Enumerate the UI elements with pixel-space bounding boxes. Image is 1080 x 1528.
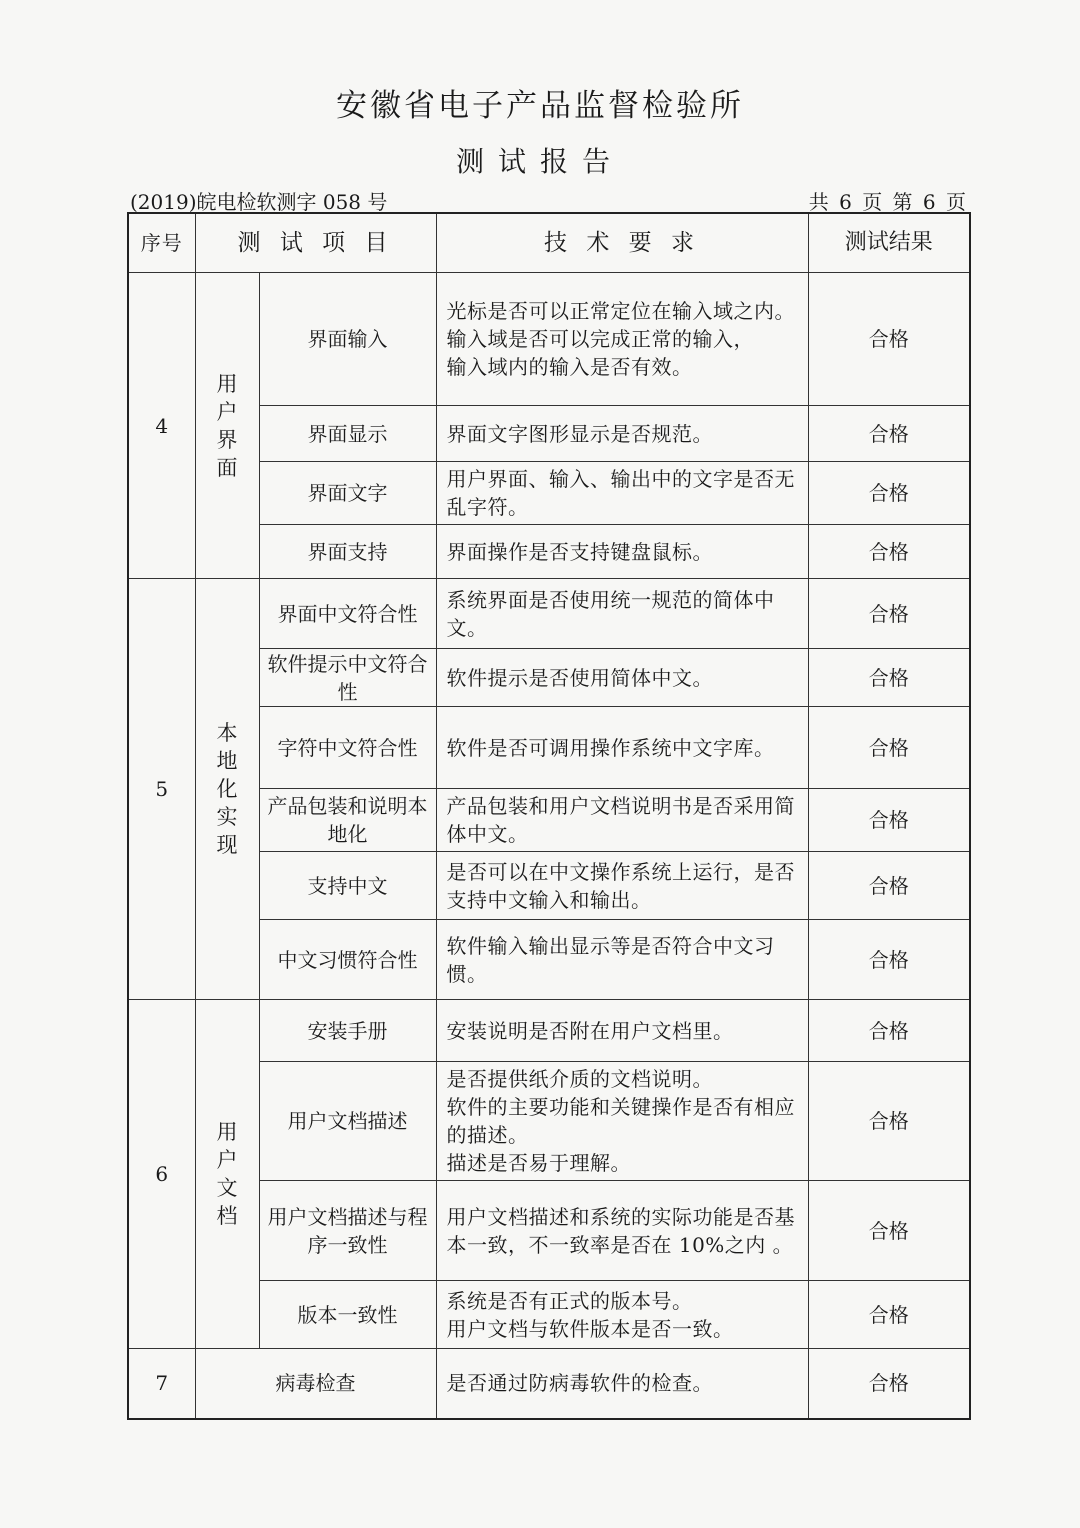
table-row <box>128 1349 970 1419</box>
table-body <box>128 273 970 1419</box>
row-sub-item: 界面支持 <box>259 525 436 579</box>
report-number: (2019)皖电检软测字 058 号 <box>130 190 388 214</box>
requirement-line: 是否通过防病毒软件的检查。 <box>446 1371 713 1396</box>
row-sub-item: 界面中文符合性 <box>259 579 436 649</box>
table-row <box>128 1000 970 1062</box>
row-requirement <box>436 920 808 1000</box>
row-result: 合格 <box>808 1281 970 1349</box>
header-requirement: 技 术 要 求 <box>436 213 808 273</box>
row-requirement <box>436 525 808 579</box>
report-title: 测试报告 <box>455 145 624 178</box>
row-category <box>195 273 259 579</box>
row-requirement <box>436 649 808 707</box>
row-sub-item: 用户文档描述与程序一致性 <box>259 1181 436 1281</box>
row-result: 合格 <box>808 273 970 406</box>
row-requirement <box>436 1000 808 1062</box>
row-sub-item: 版本一致性 <box>259 1281 436 1349</box>
requirement-line: 是否可以在中文操作系统上运行，是否支持中文输入和输出。 <box>446 859 795 912</box>
row-requirement <box>436 579 808 649</box>
row-requirement <box>436 852 808 920</box>
row-result: 合格 <box>808 1181 970 1281</box>
requirement-line: 产品包装和用户文档说明书是否采用简体中文。 <box>446 794 795 846</box>
row-result: 合格 <box>808 1062 970 1181</box>
requirement-line: 界面文字图形显示是否规范。 <box>446 421 713 446</box>
row-sub-item: 软件提示中文符合性 <box>259 649 436 707</box>
test-results-table <box>127 212 971 1420</box>
requirement-line: 界面操作是否支持键盘鼠标。 <box>446 539 713 564</box>
row-result: 合格 <box>808 789 970 852</box>
row-sub-item: 界面输入 <box>259 273 436 406</box>
row-seq: 5 <box>128 579 195 1000</box>
requirement-line: 系统界面是否使用统一规范的简体中文。 <box>446 587 775 640</box>
row-requirement <box>436 1349 808 1419</box>
row-requirement <box>436 789 808 852</box>
row-seq: 6 <box>128 1000 195 1349</box>
row-result: 合格 <box>808 1000 970 1062</box>
row-result: 合格 <box>808 525 970 579</box>
row-sub-item: 字符中文符合性 <box>259 707 436 789</box>
row-result: 合格 <box>808 920 970 1000</box>
table-row <box>128 273 970 406</box>
header-result: 测试结果 <box>808 213 970 273</box>
requirement-line: 是否提供纸介质的文档说明。 <box>446 1067 713 1091</box>
requirement-line: 软件的主要功能和关键操作是否有相应的描述。 <box>446 1095 795 1147</box>
requirement-line: 系统是否有正式的版本号。 <box>446 1288 693 1313</box>
requirement-line: 软件输入输出显示等是否符合中文习惯。 <box>446 933 775 986</box>
row-result: 合格 <box>808 707 970 789</box>
requirement-line: 输入域是否可以完成正常的输入， <box>446 327 754 351</box>
requirement-line: 输入域内的输入是否有效。 <box>446 355 693 379</box>
row-sub-item: 界面文字 <box>259 462 436 525</box>
row-result: 合格 <box>808 406 970 462</box>
header-seq: 序号 <box>128 213 195 273</box>
row-sub-item: 支持中文 <box>259 852 436 920</box>
row-requirement <box>436 1281 808 1349</box>
row-sub-item: 安装手册 <box>259 1000 436 1062</box>
category-label: 用户界面 <box>216 371 238 480</box>
requirement-line: 安装说明是否附在用户文档里。 <box>446 1018 734 1043</box>
category-label: 用户文档 <box>216 1120 238 1228</box>
row-requirement <box>436 707 808 789</box>
row-result: 合格 <box>808 462 970 525</box>
requirement-line: 光标是否可以正常定位在输入域之内。 <box>446 299 795 323</box>
header-item: 测 试 项 目 <box>195 213 436 273</box>
requirement-line: 描述是否易于理解。 <box>446 1151 631 1175</box>
requirement-line: 用户界面、输入、输出中的文字是否无乱字符。 <box>446 467 795 519</box>
row-sub-item: 产品包装和说明本地化 <box>259 789 436 852</box>
table-row <box>128 579 970 649</box>
row-sub-item: 界面显示 <box>259 406 436 462</box>
row-result: 合格 <box>808 1349 970 1419</box>
table-header-row <box>128 213 970 273</box>
row-requirement <box>436 406 808 462</box>
row-result: 合格 <box>808 649 970 707</box>
requirement-line: 用户文档与软件版本是否一致。 <box>446 1316 734 1341</box>
row-requirement <box>436 273 808 406</box>
row-category <box>195 579 259 1000</box>
requirement-line: 软件提示是否使用简体中文。 <box>446 665 713 690</box>
page-info: 共 6 页 第 6 页 <box>808 190 968 214</box>
requirement-line: 软件是否可调用操作系统中文字库。 <box>446 735 775 760</box>
row-sub-item: 用户文档描述 <box>259 1062 436 1181</box>
row-sub-item: 中文习惯符合性 <box>259 920 436 1000</box>
row-result: 合格 <box>808 852 970 920</box>
row-seq: 7 <box>128 1349 195 1419</box>
row-category <box>195 1000 259 1349</box>
org-title: 安徽省电子产品监督检验所 <box>336 88 744 124</box>
row-result: 合格 <box>808 579 970 649</box>
category-label: 本地化实现 <box>216 721 238 857</box>
row-requirement <box>436 462 808 525</box>
row-seq: 4 <box>128 273 195 579</box>
row-requirement <box>436 1181 808 1281</box>
row-requirement <box>436 1062 808 1181</box>
requirement-line: 用户文档描述和系统的实际功能是否基本一致，不一致率是否在 10%之内 。 <box>446 1204 795 1257</box>
row-item: 病毒检查 <box>195 1349 436 1419</box>
